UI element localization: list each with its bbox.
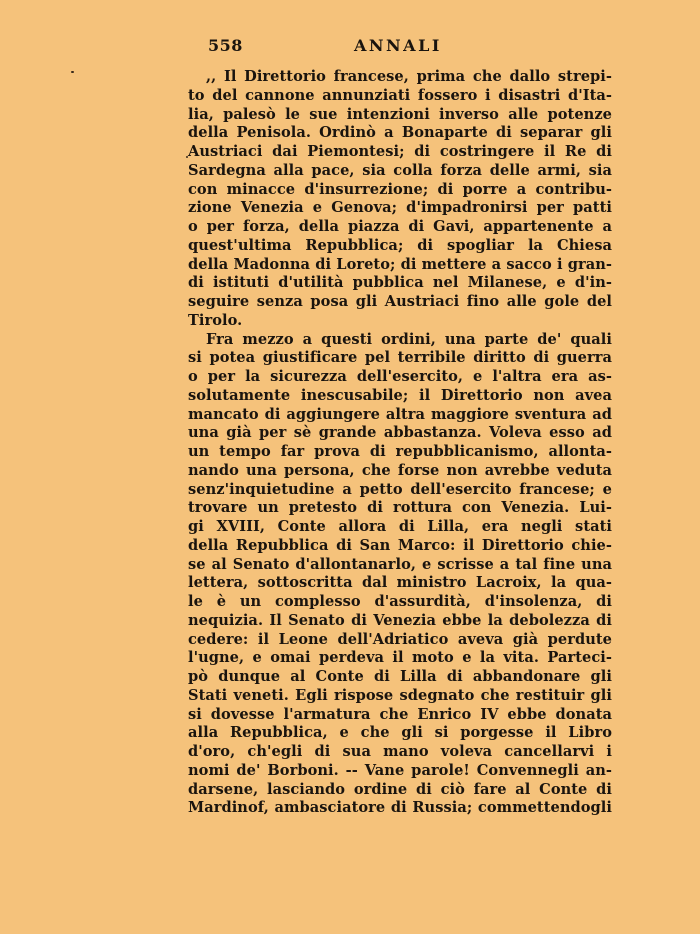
text-line: quest'ultima Repubblica; di spogliar la Chiesa	[188, 236, 612, 254]
text-line: della Repubblica di San Marco: il Direttorio chie-	[188, 536, 612, 554]
text-line: gi XVIII, Conte allora di Lilla, era negli stati	[188, 518, 612, 535]
margin-speck	[71, 71, 74, 73]
text-line: della Madonna di Loreto; di mettere a sacco i gran-	[188, 255, 612, 273]
text-line: mancato di aggiungere altra maggiore sventura ad	[188, 405, 612, 423]
text-line: ,, Il Direttorio francese, prima che dallo strepi-	[206, 68, 612, 85]
text-line: darsene, lasciando ordine di ciò fare al Conte di	[188, 780, 612, 798]
page-number: 558	[208, 36, 243, 55]
text-line: d'oro, ch'egli di sua mano voleva cancellarvi i	[188, 743, 612, 760]
text-line: lia, palesò le sue intenzioni inverso alle potenze	[188, 105, 612, 123]
book-page	[188, 34, 612, 818]
text-line: le è un complesso d'assurdità, d'insolenza, di	[188, 593, 612, 610]
text-line: Stati veneti. Egli rispose sdegnato che restituir gli	[188, 686, 612, 704]
text-line: si dovesse l'armatura che Enrico IV ebbe donata	[188, 705, 612, 723]
text-line: una già per sè grande abbastanza. Voleva esso ad	[188, 424, 612, 442]
text-line: se al Senato d'allontanarlo, e scrisse a tal fine una	[188, 555, 612, 573]
text-line: un tempo far prova di repubblicanismo, allonta-	[188, 443, 612, 460]
text-line: o per forza, della piazza di Gavi, appartenente a	[188, 218, 612, 235]
text-line: di istituti d'utilità pubblica nel Milanese, e d'in-	[188, 274, 612, 292]
text-line: con minacce d'insurrezione; di porre a contribu-	[188, 180, 612, 198]
paragraph-2	[188, 331, 612, 819]
text-line: Tirolo.	[188, 311, 243, 329]
text-line: l'ugne, e omai perdeva il moto e la vita. Parteci-	[188, 649, 612, 667]
text-line: Austriaci dai Piemontesi; di costringere il Re di	[188, 143, 612, 160]
text-line: o per la sicurezza dell'esercito, e l'altra era as-	[188, 368, 612, 385]
text-line: Mardinof, ambasciatore di Russia; commettendogli	[188, 799, 612, 817]
text-line: zione Venezia e Genova; d'impadronirsi per patti	[188, 199, 612, 217]
text-line: della Penisola. Ordinò a Bonaparte di separar gli	[188, 124, 612, 142]
text-line: nequizia. Il Senato di Venezia ebbe la debolezza di	[188, 611, 612, 629]
text-line: solutamente inescusabile; il Direttorio non avea	[188, 386, 612, 404]
page-header	[188, 34, 612, 64]
text-line: Sardegna alla pace, sia colla forza delle armi, sia	[188, 161, 612, 179]
text-line: trovare un pretesto di rottura con Venezia. Lui-	[188, 499, 612, 517]
text-line: seguire senza posa gli Austriaci fino alle gole del	[188, 293, 612, 310]
text-line: senz'inquietudine a petto dell'esercito francese; e	[188, 480, 612, 498]
text-line: nando una persona, che forse non avrebbe veduta	[188, 461, 612, 479]
text-line: cedere: il Leone dell'Adriatico aveva già perdute	[188, 630, 612, 648]
text-line: alla Repubblica, e che gli si porgesse il Libro	[188, 724, 612, 742]
text-line: si potea giustificare pel terribile diritto di guerra	[188, 349, 612, 367]
body-text	[188, 68, 612, 818]
text-line: nomi de' Borboni. -- Vane parole! Convennegli an-	[188, 761, 612, 779]
paragraph-1	[188, 68, 612, 331]
text-line: Fra mezzo a questi ordini, una parte de' quali	[206, 330, 612, 348]
text-line: pò dunque al Conte di Lilla di abbandonare gli	[188, 668, 612, 685]
text-line: to del cannone annunziati fossero i disastri d'Ita-	[188, 86, 612, 104]
running-title: ANNALI	[354, 36, 442, 55]
text-line: lettera, sottoscritta dal ministro Lacroix, la qua-	[188, 574, 612, 592]
